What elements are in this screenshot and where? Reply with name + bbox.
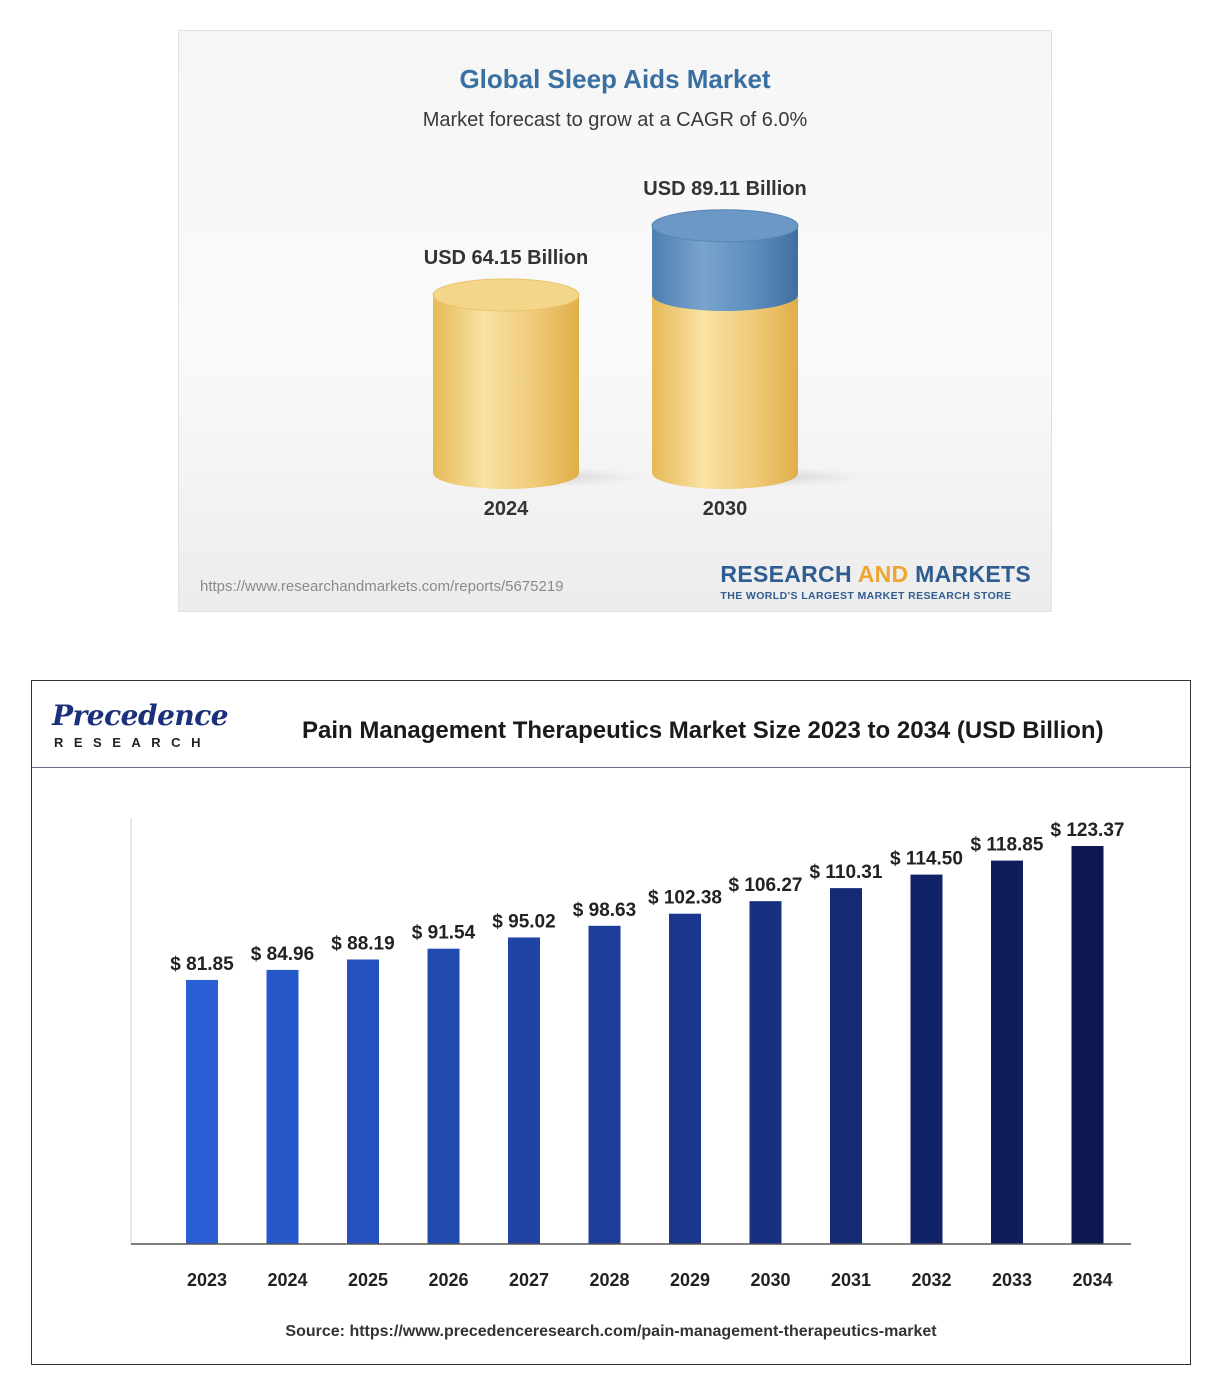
bar-2034 bbox=[1072, 846, 1104, 1244]
data-label-2028: $ 98.63 bbox=[572, 899, 637, 921]
data-label-2033: $ 118.85 bbox=[970, 834, 1044, 856]
pain-management-chart bbox=[31, 680, 1191, 1365]
chart-title: Pain Management Therapeutics Market Size 2023 to 2034 (USD Billion) bbox=[302, 717, 1104, 744]
bar-2029 bbox=[669, 914, 701, 1244]
x-tick-2034: 2034 bbox=[1072, 1270, 1113, 1290]
data-label-2024: USD 64.15 Billion bbox=[423, 247, 589, 269]
source-url[interactable]: https://www.researchandmarkets.com/reports/5675219 bbox=[200, 578, 564, 595]
x-tick-2029: 2029 bbox=[669, 1270, 711, 1290]
cylinder-top bbox=[652, 210, 798, 242]
bar-2024 bbox=[267, 970, 299, 1244]
bar-2025 bbox=[347, 959, 379, 1244]
chart-title: Global Sleep Aids Market bbox=[459, 64, 771, 94]
brand-tagline: THE WORLD'S LARGEST MARKET RESEARCH STORE bbox=[720, 590, 1012, 602]
cylinder-plot bbox=[179, 31, 1053, 613]
precedence-logo-subtext: RESEARCH bbox=[54, 735, 211, 750]
bar-2032 bbox=[911, 875, 943, 1244]
x-tick-2032: 2032 bbox=[911, 1270, 952, 1290]
bar-2030 bbox=[750, 901, 782, 1244]
sleep-aids-chart bbox=[178, 30, 1052, 612]
brand-word-research: RESEARCH bbox=[720, 561, 852, 587]
cylinder-2030 bbox=[652, 210, 868, 489]
data-label-2030: USD 89.11 Billion bbox=[643, 177, 807, 200]
brand-word-markets: MARKETS bbox=[915, 561, 1031, 587]
bar-2027 bbox=[508, 937, 540, 1244]
cylinder-base-segment bbox=[652, 295, 798, 489]
data-label-2026: $ 91.54 bbox=[411, 922, 476, 944]
x-tick-2027: 2027 bbox=[508, 1270, 550, 1290]
x-tick-2031: 2031 bbox=[830, 1270, 872, 1290]
brand-word-and: AND bbox=[857, 561, 909, 587]
x-tick-2030: 2030 bbox=[702, 498, 748, 520]
bar-2031 bbox=[830, 888, 862, 1244]
x-tick-2024: 2024 bbox=[483, 498, 529, 520]
bar-2023 bbox=[186, 980, 218, 1244]
data-label-2030: $ 106.27 bbox=[728, 875, 803, 897]
cylinder-2024 bbox=[433, 279, 649, 489]
bar-2028 bbox=[589, 926, 621, 1244]
brand-logo bbox=[720, 561, 1031, 602]
precedence-logo: Precedence bbox=[52, 699, 229, 732]
x-tick-2025: 2025 bbox=[347, 1270, 389, 1290]
data-label-2024: $ 84.96 bbox=[250, 943, 315, 965]
source-text[interactable]: Source: https://www.precedenceresearch.com/pain-management-therapeutics-market bbox=[285, 1323, 937, 1340]
bar-2026 bbox=[428, 949, 460, 1244]
data-label-2025: $ 88.19 bbox=[331, 933, 395, 955]
data-label-2029: $ 102.38 bbox=[648, 887, 722, 909]
chart-subtitle: Market forecast to grow at a CAGR of 6.0% bbox=[422, 109, 808, 131]
x-tick-2033: 2033 bbox=[991, 1270, 1033, 1290]
data-label-2034: $ 123.37 bbox=[1050, 820, 1125, 841]
cylinder-top bbox=[433, 279, 579, 311]
x-tick-2030: 2030 bbox=[750, 1270, 791, 1290]
cylinder-base-segment bbox=[433, 295, 579, 489]
bar-2033 bbox=[991, 861, 1023, 1244]
x-tick-2028: 2028 bbox=[589, 1270, 630, 1290]
x-tick-2023: 2023 bbox=[186, 1270, 228, 1290]
x-tick-2026: 2026 bbox=[428, 1270, 469, 1290]
x-tick-2024: 2024 bbox=[267, 1270, 308, 1290]
data-label-2031: $ 110.31 bbox=[809, 862, 883, 884]
data-label-2023: $ 81.85 bbox=[170, 953, 234, 975]
data-label-2027: $ 95.02 bbox=[492, 911, 556, 933]
data-label-2032: $ 114.50 bbox=[890, 848, 963, 870]
bar-plot bbox=[32, 681, 1192, 1321]
